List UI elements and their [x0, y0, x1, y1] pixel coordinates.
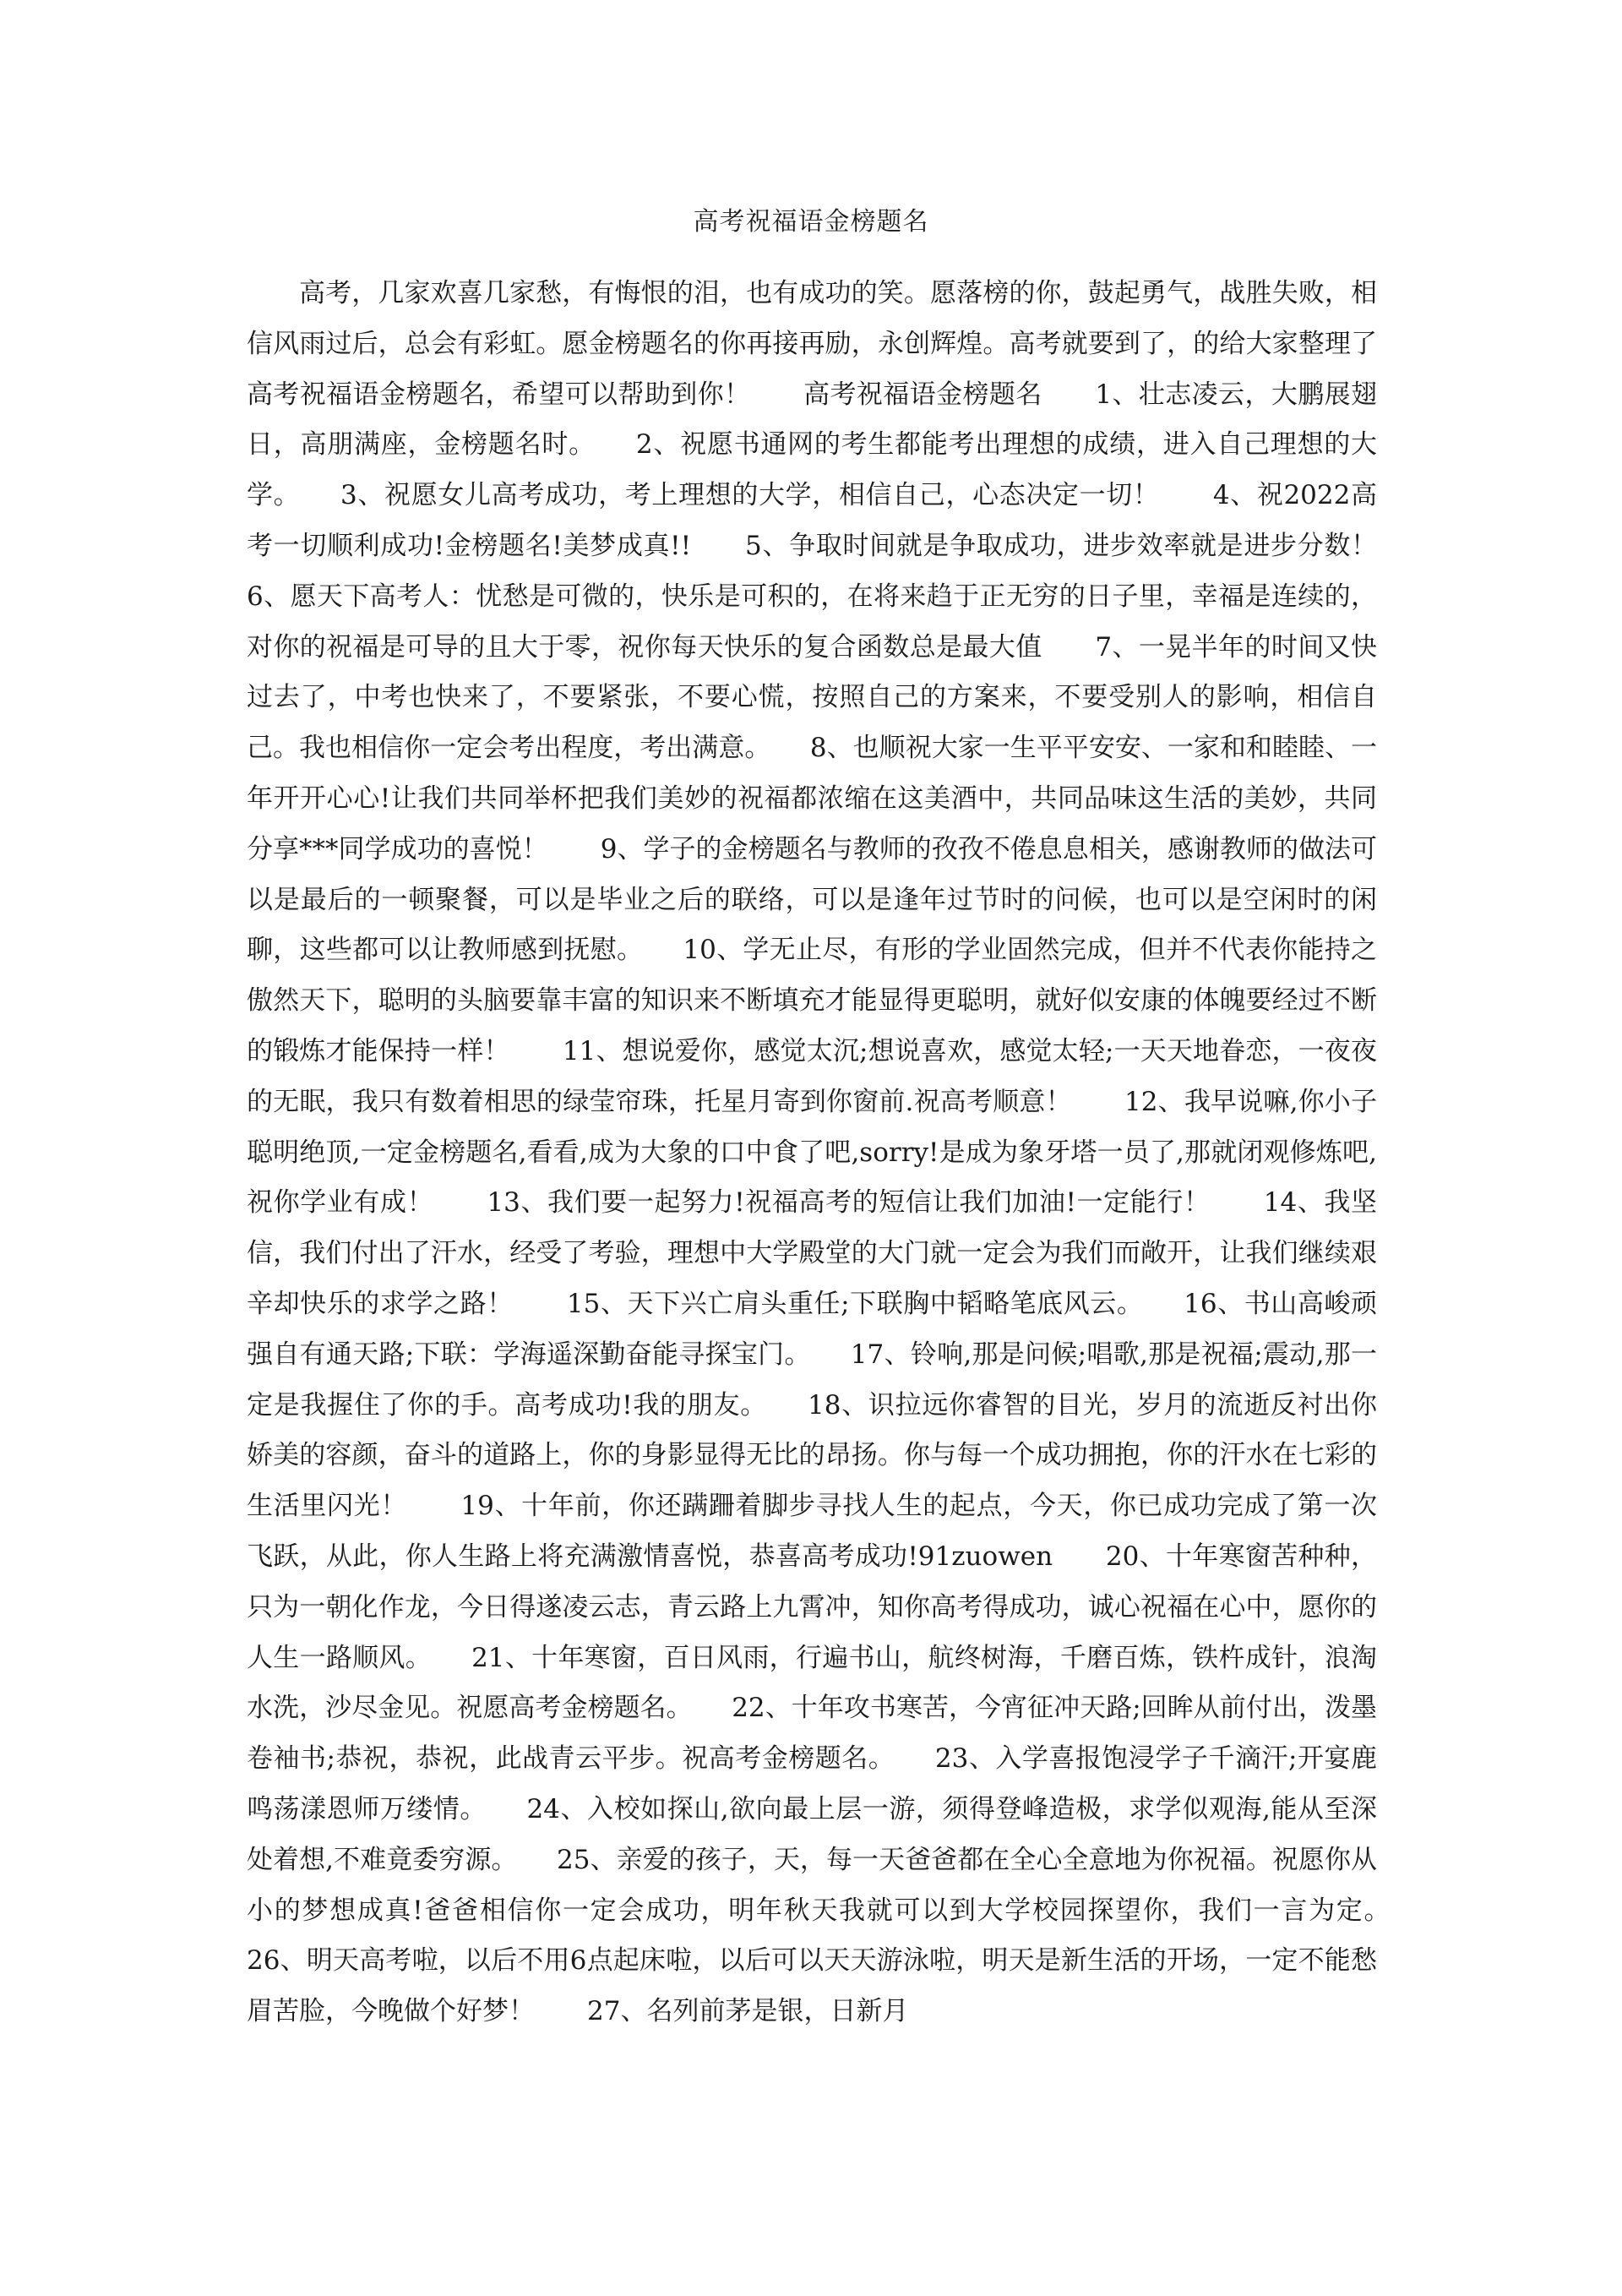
document-title: 高考祝福语金榜题名: [693, 207, 929, 237]
document-body-paragraph: 高考，几家欢喜几家愁，有悔恨的泪，也有成功的笑。愿落榜的你，鼓起勇气，战胜失败，相信风雨过后，总会有彩虹。愿金榜题名的你再接再励，永创辉煌。高考就要到了，的给大家整理了高考祝福语金榜题名，希望可以帮助到你！ 高考祝福语金榜题名 1、壮志凌云，大鹏展翅日，高朋满座，金榜题名时。 2、祝愿书通网的考生都能考出理想的成绩，进入自己理想的大学。 3、祝愿女儿高考成功，考上理想的大学，相信自己，心态决定一切！ 4、祝2022高考一切顺利成功!金榜题名!美梦成真!! 5、争取时间就是争取成功，进步效率就是进步分数！ 6、愿天下高考人：忧愁是可微的，快乐是可积的，在将来趋于正无穷的日子里，幸福是连续的，对你的祝福是可导的且大于零，祝你每天快乐的复合函数总是最大值 7、一晃半年的时间又快过去了，中考也快来了，不要紧张，不要心慌，按照自己的方案来，不要受别人的影响，相信自己。我也相信你一定会考出程度，考出满意。 8、也顺祝大家一生平平安安、一家和和睦睦、一年开开心心!让我们共同举杯把我们美妙的祝福都浓缩在这美酒中，共同品味这生活的美妙，共同分享***同学成功的喜悦！ 9、学子的金榜题名与教师的孜孜不倦息息相关，感谢教师的做法可以是最后的一顿聚餐，可以是毕业之后的联络，可以是逢年过节时的问候，也可以是空闲时的闲聊，这些都可以让教师感到抚慰。 10、学无止尽，有形的学业固然完成，但并不代表你能持之傲然天下，聪明的头脑要靠丰富的知识来不断填充才能显得更聪明，就好似安康的体魄要经过不断的锻炼才能保持一样！ 11、想说爱你，感觉太沉;想说喜欢，感觉太轻;一天天地眷恋，一夜夜的无眠，我只有数着相思的绿莹帘珠，托星月寄到你窗前.祝高考顺意！ 12、我早说嘛,你小子聪明绝顶,一定金榜题名,看看,成为大象的口中食了吧,sorry!是成为象牙塔一员了,那就闭观修炼吧,祝你学业有成！ 13、我们要一起努力!祝福高考的短信让我们加油!一定能行！ 14、我坚信，我们付出了汗水，经受了考验，理想中大学殿堂的大门就一定会为我们而敞开，让我们继续艰辛却快乐的求学之路！ 15、天下兴亡肩头重任;下联胸中韬略笔底风云。 16、书山高峻顽强自有通天路;下联：学海遥深勤奋能寻探宝门。 17、铃响,那是问候;唱歌,那是祝福;震动,那一定是我握住了你的手。高考成功!我的朋友。 18、识拉远你睿智的目光，岁月的流逝反衬出你娇美的容颜，奋斗的道路上，你的身影显得无比的昂扬。你与每一个成功拥抱，你的汗水在七彩的生活里闪光！ 19、十年前，你还蹒跚着脚步寻找人生的起点，今天，你已成功完成了第一次飞跃，从此，你人生路上将充满激情喜悦，恭喜高考成功!91zuowen 20、十年寒窗苦种种，只为一朝化作龙，今日得遂凌云志，青云路上九霄冲，知你高考得成功，诚心祝福在心中，愿你的人生一路顺风。 21、十年寒窗，百日风雨，行遍书山，航终树海，千磨百炼，铁杵成针，浪淘水洗，沙尽金见。祝愿高考金榜题名。 22、十年攻书寒苦，今宵征冲天路;回眸从前付出，泼墨卷袖书;恭祝，恭祝，此战青云平步。祝高考金榜题名。 23、入学喜报饱浸学子千滴汗;开宴鹿鸣荡漾恩师万缕情。 24、入校如探山,欲向最上层一游，须得登峰造极，求学似观海,能从至深处着想,不难竟委穷源。 25、亲爱的孩子，天，每一天爸爸都在全心全意地为你祝福。祝愿你从小的梦想成真!爸爸相信你一定会成功，明年秋天我就可以到大学校园探望你，我们一言为定。 26、明天高考啦，以后不用6点起床啦，以后可以天天游泳啦，明天是新生活的开场，一定不能愁眉苦脸，今晚做个好梦！ 27、名列前茅是银，日新月: [247, 278, 1429, 2027]
